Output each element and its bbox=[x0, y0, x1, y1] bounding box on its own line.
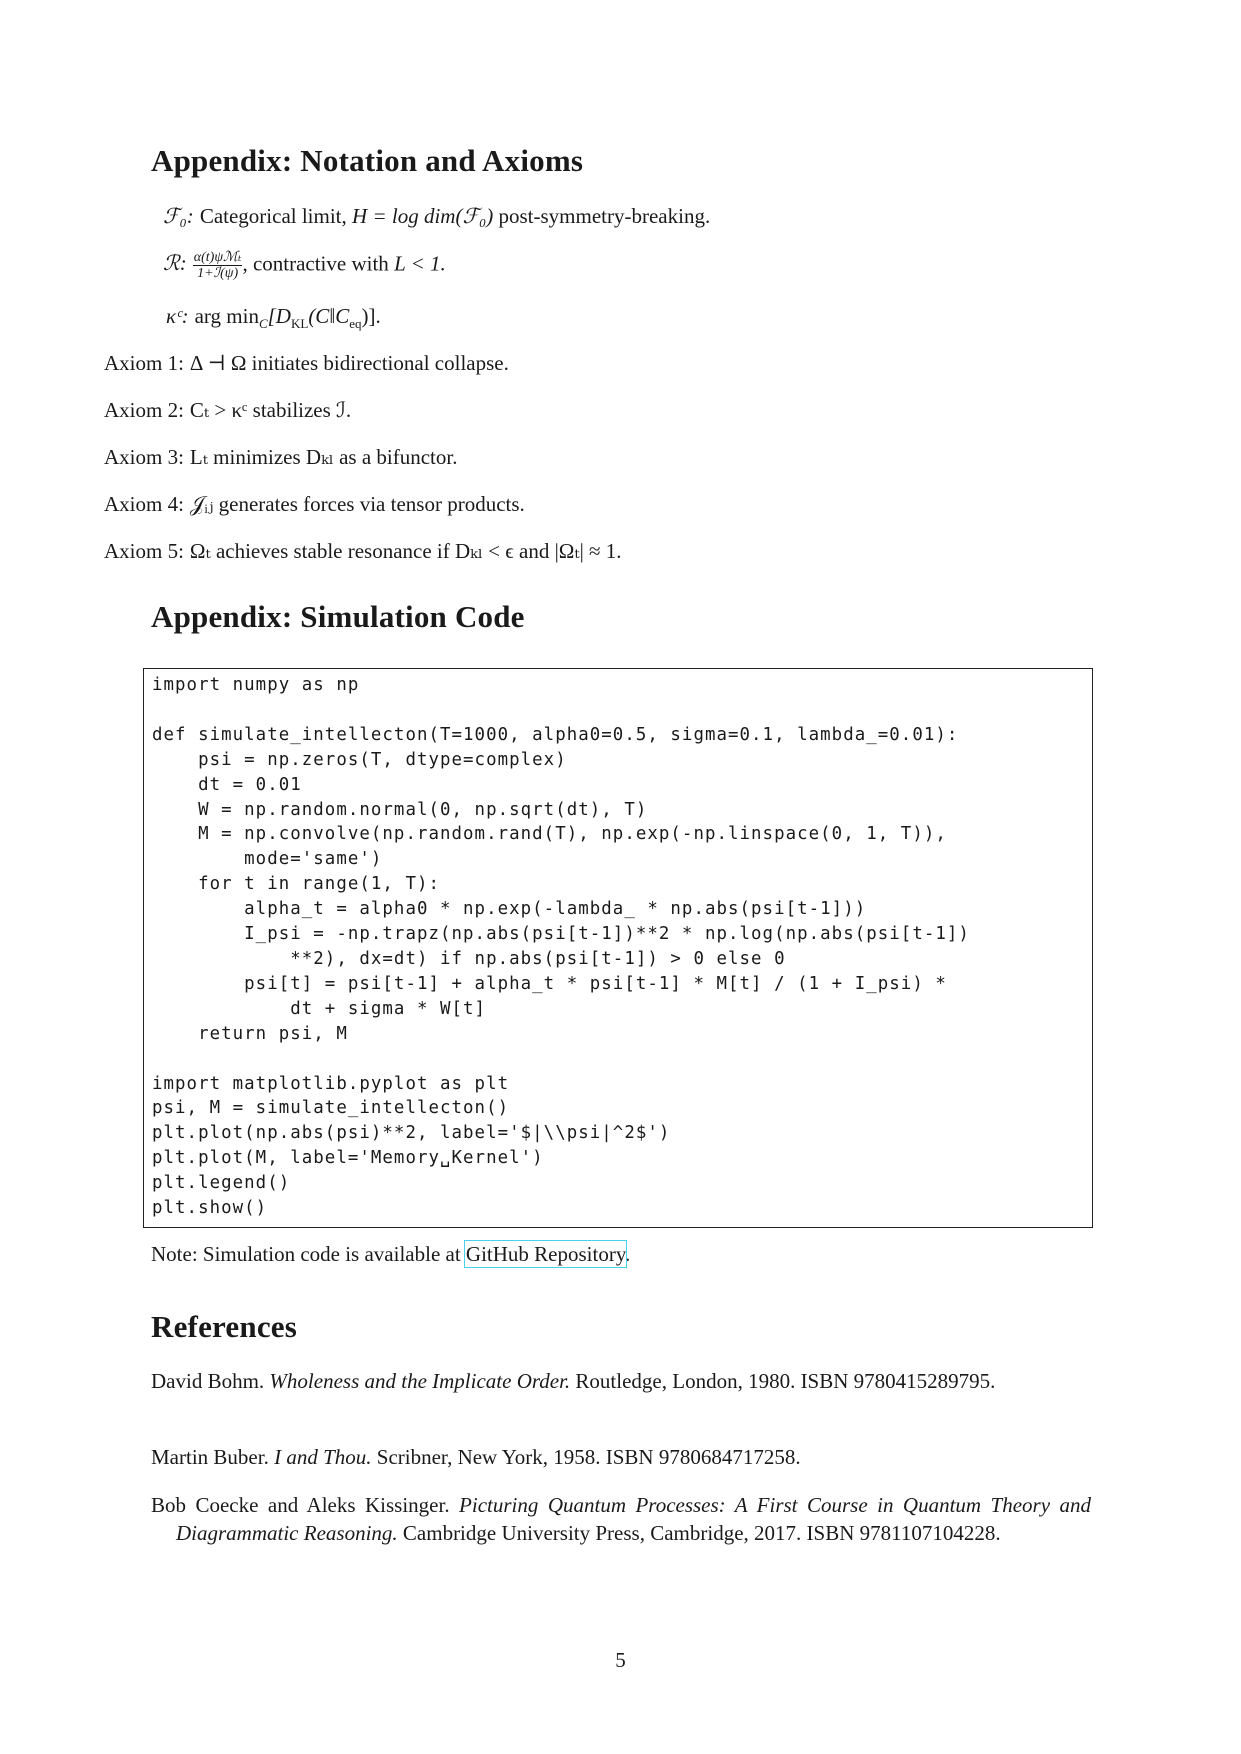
reference-item: Martin Buber. I and Thou. Scribner, New York, 1958. ISBN 9780684717258. bbox=[151, 1445, 801, 1469]
axiom-2: Axiom 2: Cₜ > κᶜ stabilizes ℐ. bbox=[104, 398, 352, 422]
axiom-4: Axiom 4: 𝒥ᵢⱼ generates forces via tensor products. bbox=[104, 492, 525, 516]
reference-item: Bob Coecke and Aleks Kissinger. Picturing Quantum Processes: A First Course in Quantum Theory and Diagrammatic Reasoning. Cambridge University Press, Cambridge, 2017. ISBN 9781107104228. bbox=[151, 1493, 1091, 1545]
notation-section-title: Appendix: Notation and Axioms bbox=[151, 143, 584, 178]
axiom-3: Axiom 3: Lₜ minimizes Dₖₗ as a bifunctor. bbox=[104, 445, 458, 469]
github-repository-link[interactable]: GitHub Repository bbox=[465, 1242, 625, 1266]
notation-item-r: ℛ: $\frac{\text{α(t)ψℳₜ}}{\text{1+ℐ(ψ)}}$ , contractive with L < 1. bbox=[163, 250, 446, 281]
notation-fraction: $\frac{\text{α(t)ψℳₜ}}{\text{1+ℐ(ψ)}}$ bbox=[193, 250, 242, 281]
notation-math: H = log dim(ℱ₀) bbox=[352, 204, 494, 228]
notation-symbol: κᶜ: bbox=[166, 304, 189, 328]
code-section-title: Appendix: Simulation Code bbox=[151, 599, 525, 634]
code-note: Note: Simulation code is available at GitHub Repository. bbox=[151, 1242, 631, 1266]
page-number: 5 bbox=[615, 1648, 626, 1672]
code-listing: import numpy as np def simulate_intellecton(T=1000, alpha0=0.5, sigma=0.1, lambda_=0.01): psi = np.zeros(T, dtype=complex) dt = 0.01 W = np.random.normal(0, np.sqrt(dt), T) M = np.convolve(np.random.rand(T), np.exp(-np.linspace(0, 1, T)), mode='same') for t in range(1, T): alpha_t = alpha0 * np.exp(-lambda_ * np.abs(psi[t-1])) I_psi = -np.trapz(np.abs(psi[t-1])**2 * np.log(np.abs(psi[t-1]) **2), dx=dt) if np.abs(psi[t-1]) > 0 else 0 psi[t] = psi[t-1] + alpha_t * psi[t-1] * M[t] / (1 + I_psi) * dt + sigma * W[t] return psi, M import matplotlib.pyplot as plt psi, M = simulate_intellecton() plt.plot(np.abs(psi)**2, label='$|\\psi|^2$') plt.plot(M, label='Memory␣Kernel') plt.legend() plt.show() bbox=[152, 675, 970, 1219]
notation-symbol: ℛ: bbox=[163, 251, 187, 276]
axiom-1: Axiom 1: Δ ⊣ Ω initiates bidirectional collapse. bbox=[104, 351, 509, 375]
notation-symbol: ℱ₀: bbox=[163, 204, 194, 228]
reference-item: David Bohm. Wholeness and the Implicate Order. Routledge, London, 1980. ISBN 9780415289795. bbox=[151, 1369, 996, 1393]
references-section-title: References bbox=[151, 1309, 298, 1344]
notation-item-f0: ℱ₀: Categorical limit, H = log dim(ℱ₀) post-symmetry-breaking. bbox=[163, 204, 711, 228]
notation-item-kappa: κᶜ: arg $\min_C[D_{KL}(C‖C_{eq})]$. bbox=[166, 304, 381, 332]
axiom-5: Axiom 5: Ωₜ achieves stable resonance if Dₖₗ < ϵ and |Ωₜ| ≈ 1. bbox=[104, 539, 622, 563]
